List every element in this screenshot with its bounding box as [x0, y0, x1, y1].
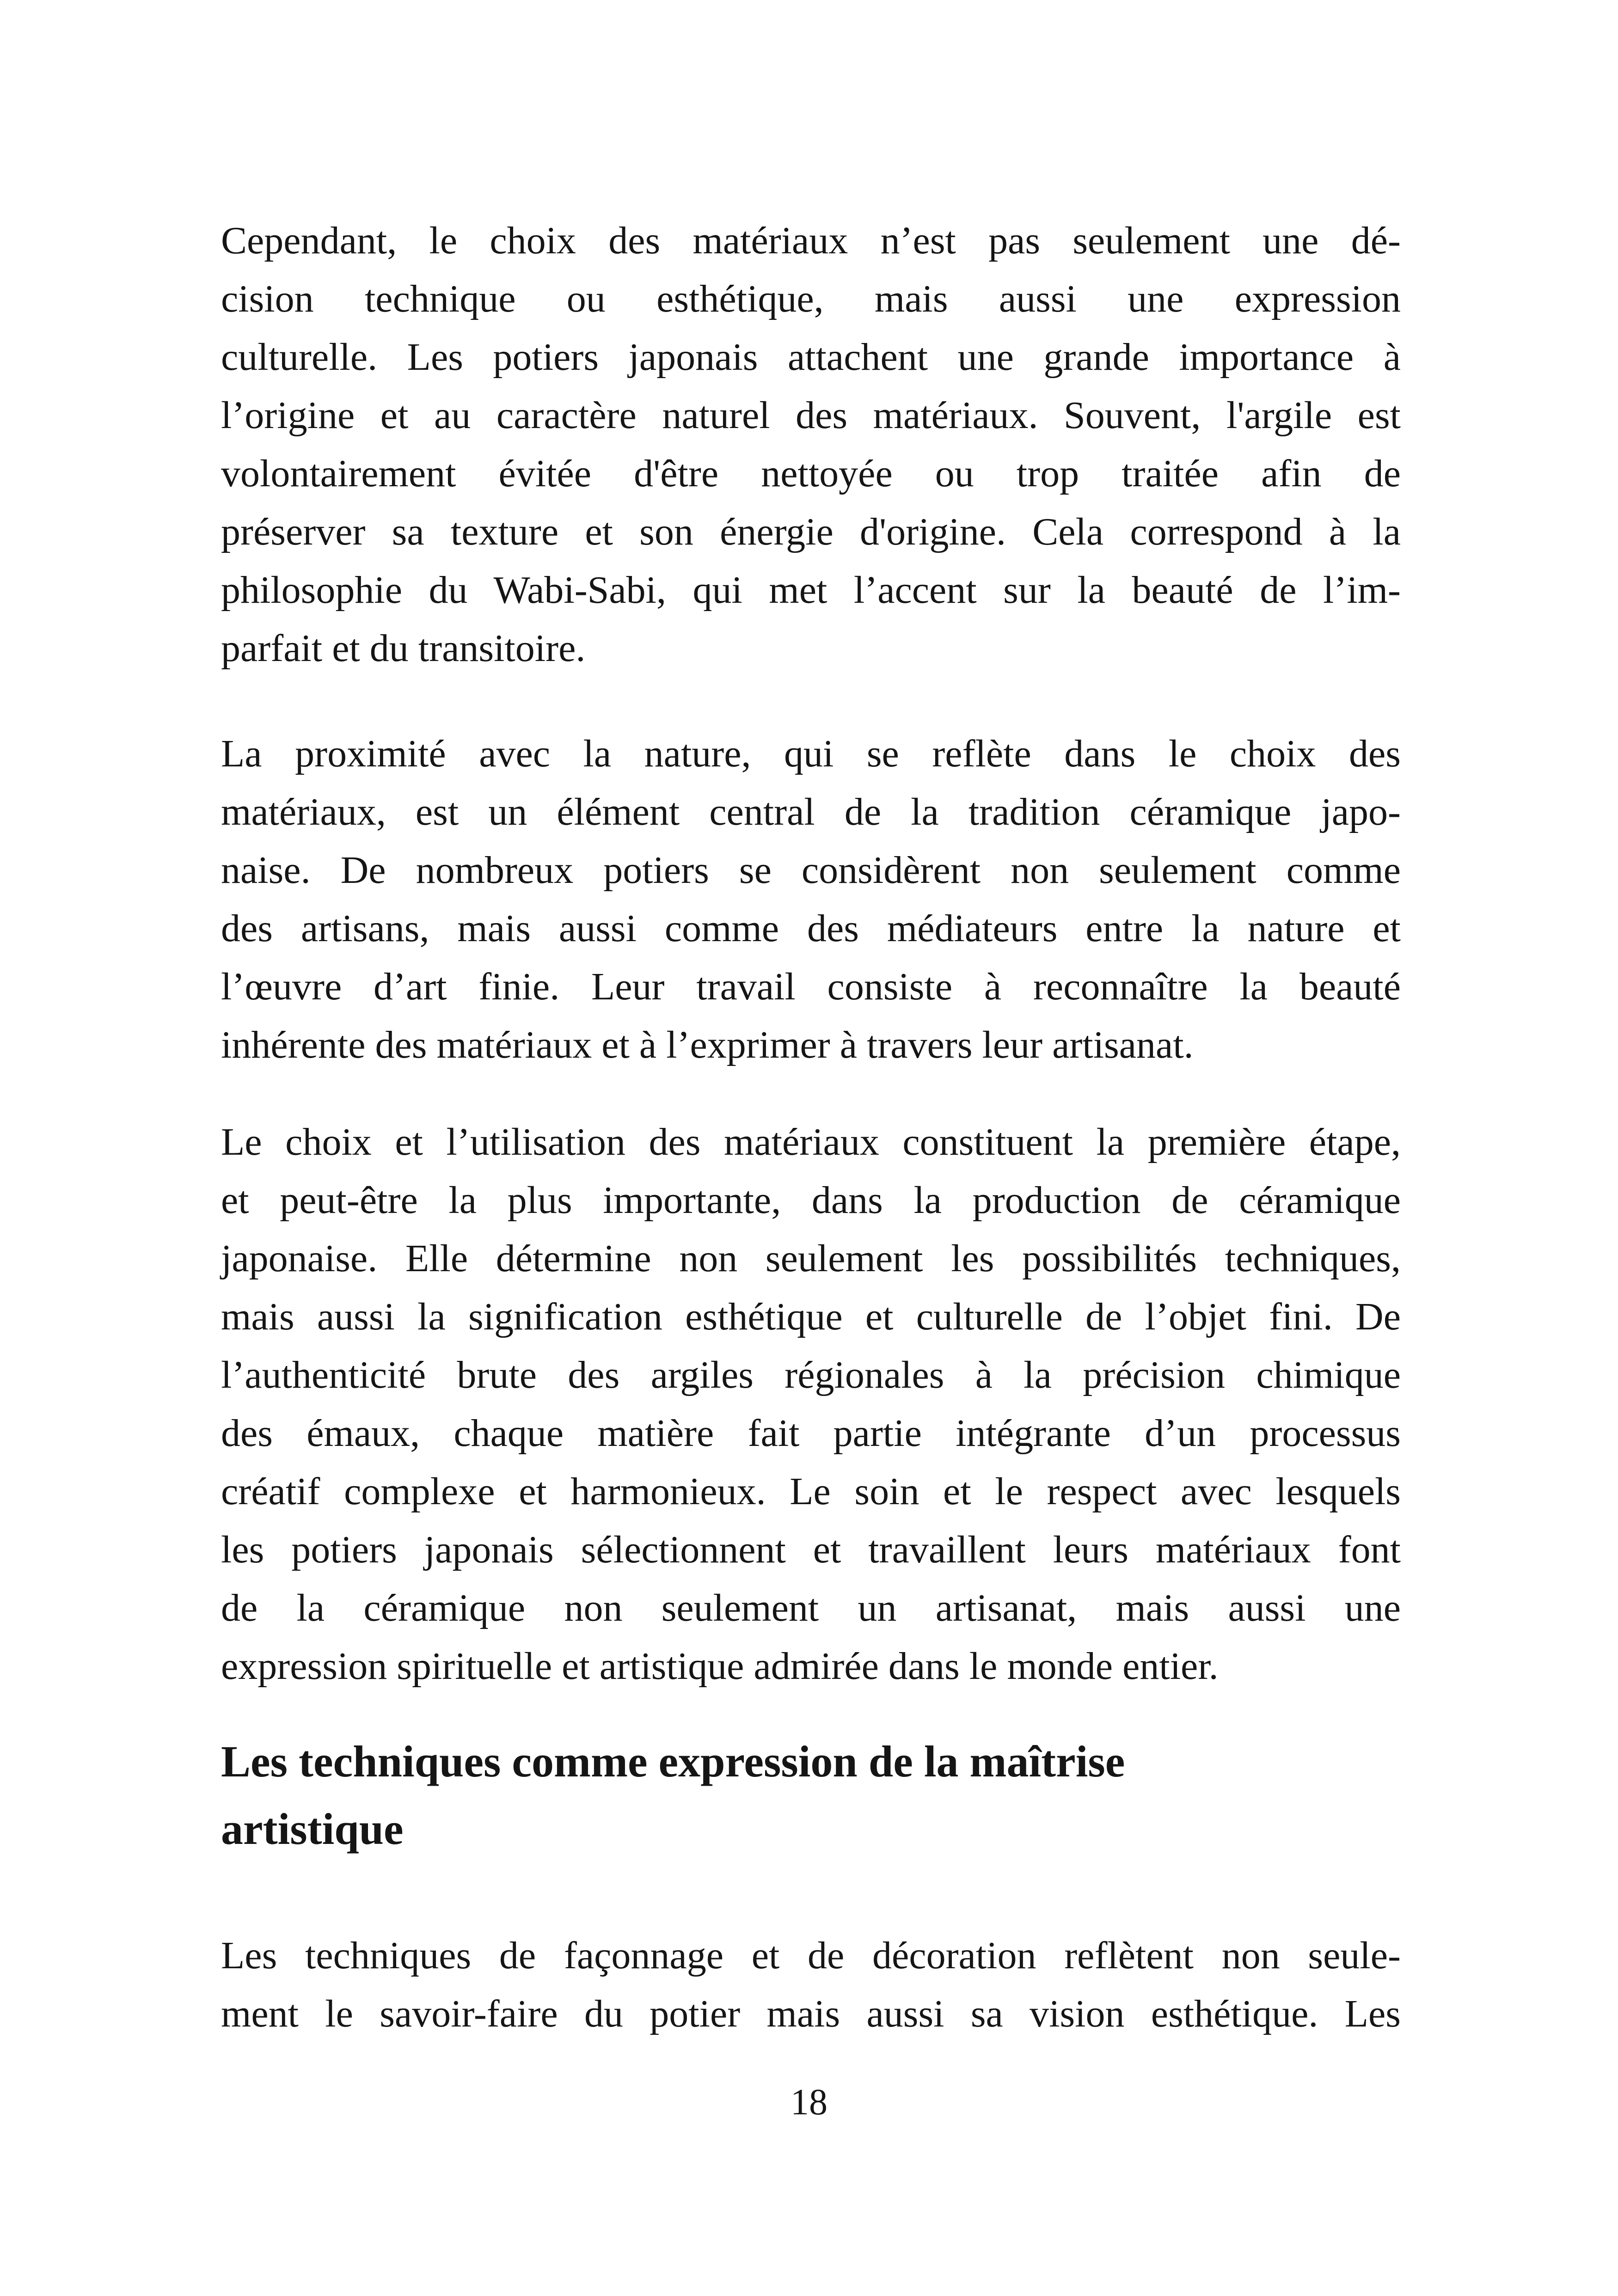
paragraph-line: préserver sa texture et son énergie d'origine. Cela correspond à la	[221, 510, 1401, 553]
paragraph-line: Cependant, le choix des matériaux n’est pas seulement une dé-	[221, 219, 1401, 262]
paragraph-line: parfait et du transitoire.	[221, 627, 586, 670]
paragraph-4	[221, 1927, 1401, 2043]
section-heading	[221, 1728, 1401, 1863]
paragraph-line: cision technique ou esthétique, mais aussi une expression	[221, 277, 1401, 320]
paragraph-line: l’œuvre d’art finie. Leur travail consiste à reconnaître la beauté	[221, 965, 1401, 1008]
paragraph-line: culturelle. Les potiers japonais attachent une grande importance à	[221, 336, 1401, 379]
paragraph-line: des émaux, chaque matière fait partie intégrante d’un processus	[221, 1412, 1401, 1455]
paragraph-line: de la céramique non seulement un artisanat, mais aussi une	[221, 1586, 1401, 1629]
paragraph-3	[221, 1113, 1401, 1696]
heading-line: Les techniques comme expression de la maîtrise	[221, 1737, 1125, 1786]
paragraph-line: créatif complexe et harmonieux. Le soin et le respect avec lesquels	[221, 1470, 1401, 1513]
paragraph-line: inhérente des matériaux et à l’exprimer à travers leur artisanat.	[221, 1023, 1194, 1066]
paragraph-line: mais aussi la signification esthétique et culturelle de l’objet fini. De	[221, 1295, 1401, 1338]
paragraph-line: naise. De nombreux potiers se considèrent non seulement comme	[221, 849, 1401, 892]
paragraph-line: matériaux, est un élément central de la tradition céramique japo-	[221, 790, 1401, 833]
paragraph-line: volontairement évitée d'être nettoyée ou trop traitée afin de	[221, 452, 1401, 495]
paragraph-line: des artisans, mais aussi comme des médiateurs entre la nature et	[221, 907, 1401, 950]
page-number: 18	[791, 2082, 827, 2123]
paragraph-2	[221, 725, 1401, 1074]
paragraph-1	[221, 212, 1401, 678]
paragraph-line: expression spirituelle et artistique admirée dans le monde entier.	[221, 1645, 1219, 1688]
heading-line: artistique	[221, 1804, 404, 1854]
paragraph-line: l’authenticité brute des argiles régionales à la précision chimique	[221, 1353, 1401, 1396]
paragraph-line: ment le savoir-faire du potier mais aussi sa vision esthétique. Les	[221, 1992, 1401, 2035]
paragraph-line: Le choix et l’utilisation des matériaux constituent la première étape,	[221, 1120, 1401, 1163]
paragraph-line: philosophie du Wabi-Sabi, qui met l’accent sur la beauté de l’im-	[221, 569, 1401, 612]
paragraph-line: japonaise. Elle détermine non seulement les possibilités techniques,	[221, 1237, 1401, 1280]
paragraph-line: Les techniques de façonnage et de décoration reflètent non seule-	[221, 1934, 1401, 1977]
paragraph-line: les potiers japonais sélectionnent et travaillent leurs matériaux font	[221, 1528, 1401, 1571]
paragraph-line: l’origine et au caractère naturel des matériaux. Souvent, l'argile est	[221, 394, 1401, 437]
paragraph-line: La proximité avec la nature, qui se reflète dans le choix des	[221, 732, 1401, 775]
paragraph-line: et peut-être la plus importante, dans la production de céramique	[221, 1179, 1401, 1222]
